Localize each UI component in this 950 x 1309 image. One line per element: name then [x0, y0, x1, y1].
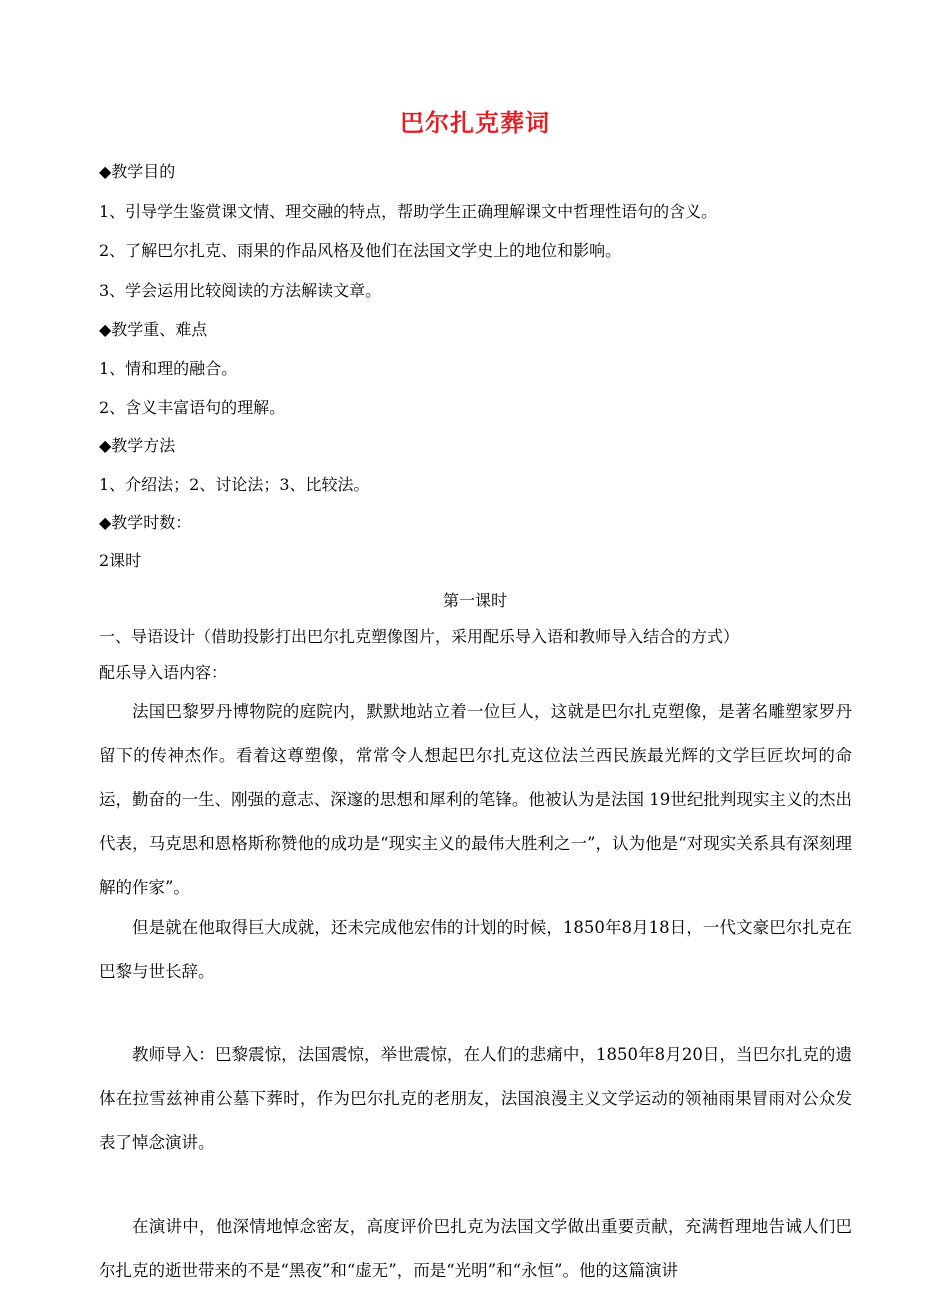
- section-heading-time: ◆教学时数：: [99, 513, 192, 532]
- key-point-item-1: 1、情和理的融合。: [99, 359, 238, 378]
- lesson-heading: 第一课时: [442, 591, 507, 610]
- paragraph-4: 在演讲中，他深情地悼念密友，高度评价巴扎克为法国文学做出重要贡献，充满哲理地告诫人们巴尔扎克的逝世带来的不是“黑夜”和“虚无”，而是“光明”和“永恒”。他的这篇演讲: [99, 1217, 852, 1280]
- paragraph-2: 但是就在他取得巨大成就，还未完成他宏伟的计划的时候，1850年8月18日，一代文豪巴尔扎克在巴黎与世长辞。: [99, 918, 852, 981]
- section-heading-goals: ◆教学目的: [99, 162, 176, 181]
- music-intro-label: 配乐导入语内容：: [99, 663, 228, 682]
- document-title: 巴尔扎克葬词: [400, 108, 550, 137]
- method-item-1: 1、介绍法；2、讨论法；3、比较法。: [99, 475, 370, 494]
- section-heading-key-points: ◆教学重、难点: [99, 320, 208, 339]
- section-heading-methods: ◆教学方法: [99, 436, 176, 455]
- goal-item-1: 1、引导学生鉴赏课文情、理交融的特点，帮助学生正确理解课文中哲理性语句的含义。: [99, 202, 718, 221]
- goal-item-3: 3、学会运用比较阅读的方法解读文章。: [99, 281, 382, 300]
- goal-item-2: 2、了解巴尔扎克、雨果的作品风格及他们在法国文学史上的地位和影响。: [99, 241, 622, 260]
- teaching-hours-value: 2课时: [99, 551, 142, 570]
- intro-design-heading: 一、导语设计（借助投影打出巴尔扎克塑像图片，采用配乐导入语和教师导入结合的方式）: [99, 627, 740, 646]
- paragraph-3: 教师导入：巴黎震惊，法国震惊，举世震惊，在人们的悲痛中，1850年8月20日，当巴尔扎克的遗体在拉雪兹神甫公墓下葬时，作为巴尔扎克的老朋友，法国浪漫主义文学运动的领袖雨果冒雨对公众发表了悼念演讲。: [99, 1045, 852, 1152]
- key-point-item-2: 2、含义丰富语句的理解。: [99, 398, 286, 417]
- paragraph-1: 法国巴黎罗丹博物院的庭院内，默默地站立着一位巨人，这就是巴尔扎克塑像，是著名雕塑家罗丹留下的传神杰作。看着这尊塑像，常常令人想起巴尔扎克这位法兰西民族最光辉的文学巨匠坎坷的命运，勤奋的一生、刚强的意志、深邃的思想和犀利的笔锋。他被认为是法国 19世纪批判现实主义的杰出代表，马克思和恩格斯称赞他的成功是“现实主义的最伟大胜利之一”，认为他是“对现实关系具有深刻理解的作家”。: [99, 702, 852, 897]
